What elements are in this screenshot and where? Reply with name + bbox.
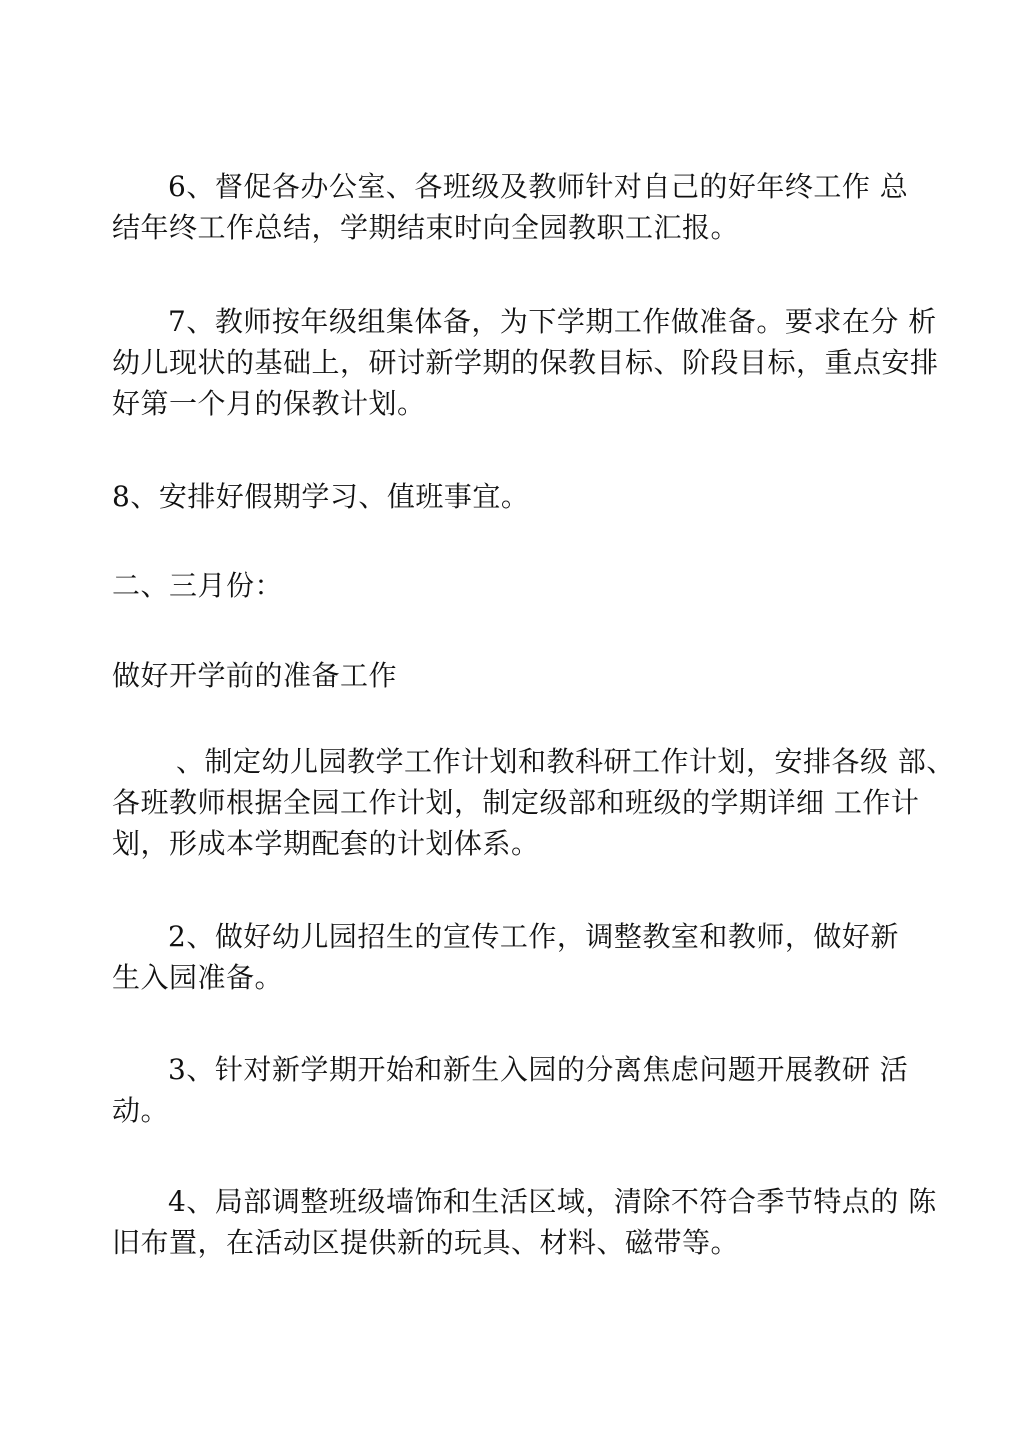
text-line: 各班教师根据全园工作计划，制定级部和班级的学期详细 工作计 [112, 786, 920, 819]
text-line: 幼儿现状的基础上，研讨新学期的保教目标、阶段目标，重点安排 [112, 346, 939, 379]
section-heading-march [112, 565, 922, 606]
paragraph-item-6 [112, 166, 922, 248]
text-line: 3、针对新学期开始和新生入园的分离焦虑问题开展教研 活 [168, 1053, 909, 1086]
text-line: 8、安排好假期学习、值班事宜。 [112, 480, 530, 513]
subheading-preparation [112, 655, 922, 696]
text-line: 做好开学前的准备工作 [112, 659, 398, 692]
paragraph-item-3 [112, 1049, 922, 1131]
text-line: 好第一个月的保教计划。 [112, 387, 426, 420]
paragraph-item-8 [112, 476, 922, 517]
text-line: 、制定幼儿园教学工作计划和教科研工作计划，安排各级 部、 [176, 745, 955, 778]
paragraph-item-1 [112, 741, 955, 864]
text-line: 结年终工作总结，学期结束时向全园教职工汇报。 [112, 211, 740, 244]
text-line: 7、教师按年级组集体备，为下学期工作做准备。要求在分 析 [168, 305, 937, 338]
text-line: 生入园准备。 [112, 961, 284, 994]
paragraph-item-4 [112, 1181, 937, 1263]
paragraph-item-7 [112, 301, 939, 424]
text-line: 6、督促各办公室、各班级及教师针对自己的好年终工作 总 [168, 170, 909, 203]
text-line: 二、三月份： [112, 569, 284, 602]
text-line: 2、做好幼儿园招生的宣传工作，调整教室和教师，做好新 [168, 920, 899, 953]
text-line: 4、局部调整班级墙饰和生活区域，清除不符合季节特点的 陈 [168, 1185, 937, 1218]
text-line: 动。 [112, 1094, 170, 1127]
paragraph-item-2 [112, 916, 922, 998]
text-line: 旧布置，在活动区提供新的玩具、材料、磁带等。 [112, 1226, 740, 1259]
text-line: 划，形成本学期配套的计划体系。 [112, 827, 540, 860]
